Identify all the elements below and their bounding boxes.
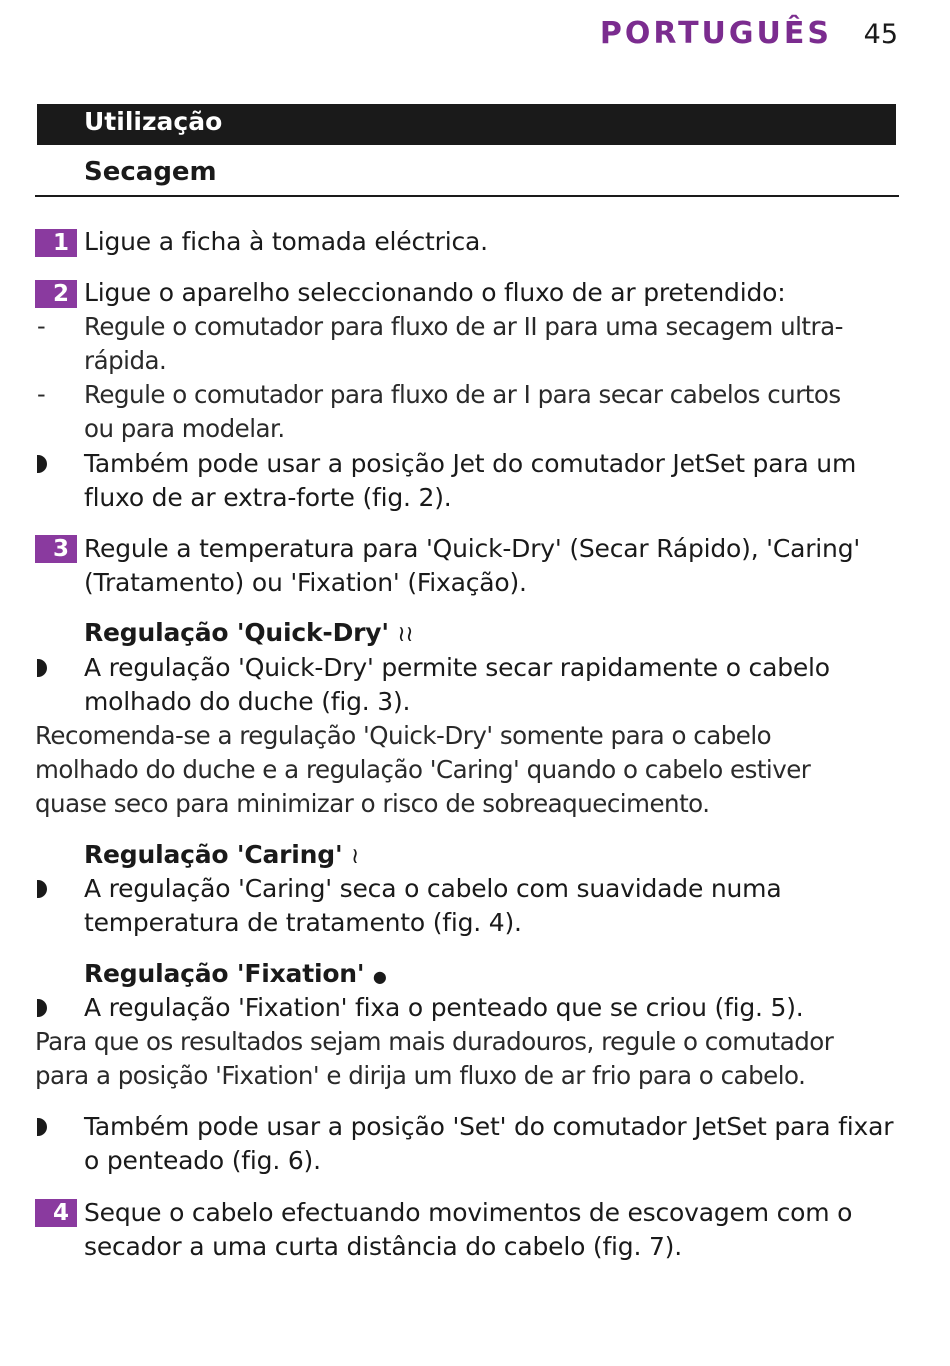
quick-dry-heading-text: Regulação 'Quick-Dry'	[84, 618, 389, 647]
dash-marker: -	[37, 312, 46, 340]
bullet-icon	[37, 455, 47, 473]
dash-marker: -	[37, 380, 46, 408]
step-2-text: Ligue o aparelho seleccionando o fluxo de ar pretendido:	[84, 278, 786, 307]
step-1-badge: 1	[35, 229, 77, 257]
fixation-heading	[84, 957, 387, 994]
step-1-text: Ligue a ficha à tomada eléctrica.	[84, 227, 488, 256]
fixation-symbol-icon: ●	[372, 967, 387, 986]
airflow-option-2-line1: Regule o comutador para fluxo de ar I para secar cabelos curtos	[84, 380, 841, 409]
step-3-line1: Regule a temperatura para 'Quick-Dry' (Secar Rápido), 'Caring'	[84, 534, 861, 563]
bullet-icon	[37, 999, 47, 1017]
fixation-note-line2: para a posição 'Fixation' e dirija um fluxo de ar frio para o cabelo.	[35, 1061, 806, 1090]
quick-dry-note-line2: molhado do duche e a regulação 'Caring' quando o cabelo estiver	[35, 755, 811, 784]
step-4-badge: 4	[35, 1199, 77, 1227]
step-2-badge: 2	[35, 280, 77, 308]
bullet-icon	[37, 1118, 47, 1136]
caring-bullet-line2: temperatura de tratamento (fig. 4).	[84, 908, 522, 937]
airflow-option-1-line1: Regule o comutador para fluxo de ar II para uma secagem ultra-	[84, 312, 843, 341]
airflow-option-2-line2: ou para modelar.	[84, 414, 285, 443]
bullet-icon	[37, 880, 47, 898]
caring-symbol-icon: ≀	[350, 844, 360, 869]
caring-heading	[84, 838, 359, 874]
section-title-bar: Utilização	[37, 104, 896, 145]
caring-bullet-line1: A regulação 'Caring' seca o cabelo com suavidade numa	[84, 874, 782, 903]
divider	[35, 195, 899, 197]
language-label: PORTUGUÊS	[599, 16, 832, 51]
airflow-option-1-line2: rápida.	[84, 346, 167, 375]
quick-dry-note-line1: Recomenda-se a regulação 'Quick-Dry' somente para o cabelo	[35, 721, 772, 750]
bullet-icon	[37, 659, 47, 677]
step-3-badge: 3	[35, 535, 77, 563]
jet-tip-line1: Também pode usar a posição Jet do comutador JetSet para um	[84, 449, 857, 478]
set-tip-line2: o penteado (fig. 6).	[84, 1146, 321, 1175]
quick-dry-bullet-line2: molhado do duche (fig. 3).	[84, 687, 411, 716]
step-4-line2: secador a uma curta distância do cabelo (fig. 7).	[84, 1232, 682, 1261]
step-4-line1: Seque o cabelo efectuando movimentos de escovagem com o	[84, 1198, 853, 1227]
quick-dry-bullet-line1: A regulação 'Quick-Dry' permite secar rapidamente o cabelo	[84, 653, 830, 682]
quick-dry-symbol-icon: ≀≀	[397, 622, 414, 647]
fixation-note-line1: Para que os resultados sejam mais duradouros, regule o comutador	[35, 1027, 834, 1056]
fixation-bullet-line1: A regulação 'Fixation' fixa o penteado que se criou (fig. 5).	[84, 993, 804, 1022]
quick-dry-note-line3: quase seco para minimizar o risco de sobreaquecimento.	[35, 789, 710, 818]
fixation-heading-text: Regulação 'Fixation'	[84, 959, 365, 988]
caring-heading-text: Regulação 'Caring'	[84, 840, 343, 869]
step-3-line2: (Tratamento) ou 'Fixation' (Fixação).	[84, 568, 527, 597]
jet-tip-line2: fluxo de ar extra-forte (fig. 2).	[84, 483, 452, 512]
set-tip-line1: Também pode usar a posição 'Set' do comutador JetSet para fixar	[84, 1112, 894, 1141]
quick-dry-heading	[84, 616, 413, 652]
page-number: 45	[863, 19, 898, 50]
subsection-title: Secagem	[84, 157, 217, 187]
